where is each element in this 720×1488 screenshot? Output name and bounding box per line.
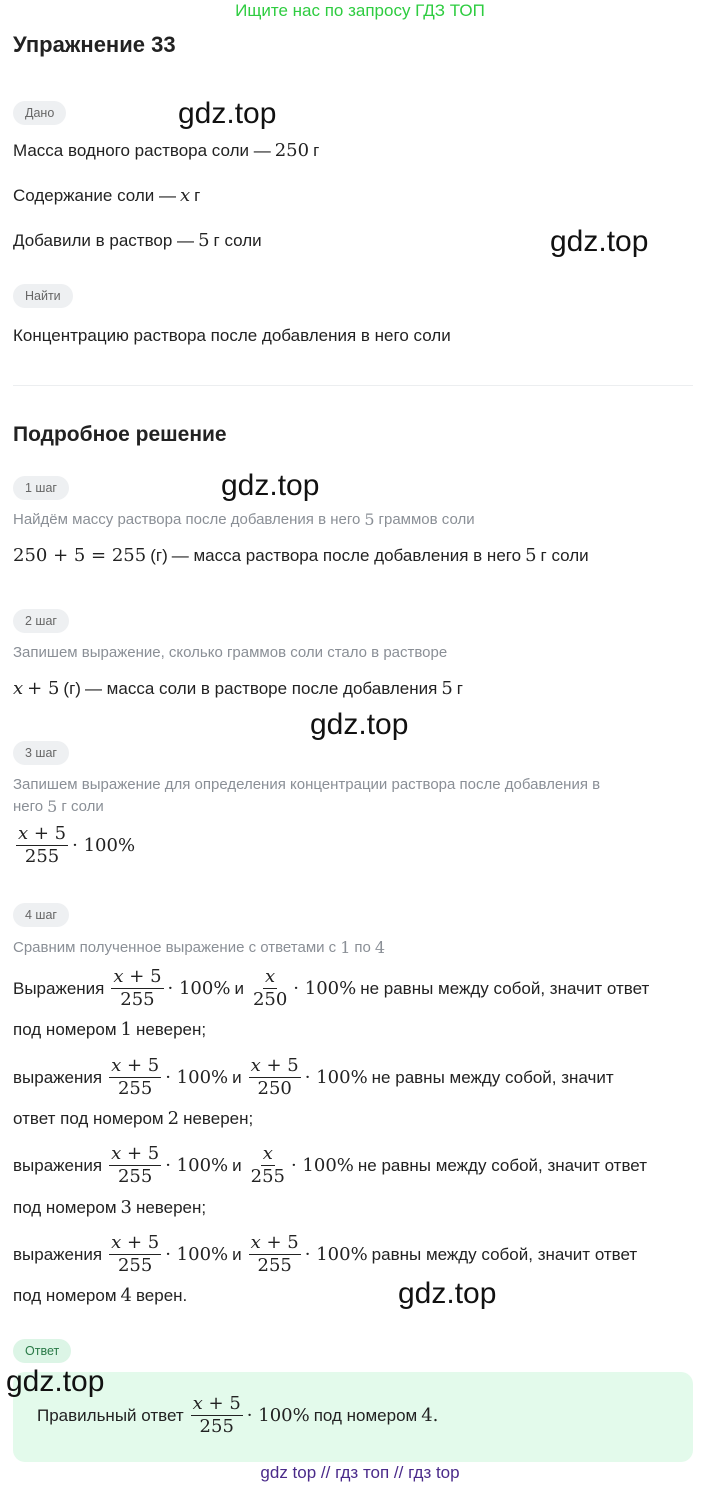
fraction [109,1232,161,1277]
multiplier: · 100% [165,1155,229,1176]
step-4-pill: 4 шаг [13,903,69,927]
multiplier: · 100% [72,835,136,856]
step-2-desc: Запишем выражение, сколько граммов соли стало в растворе [13,644,448,661]
comparison-1 [13,966,653,1011]
comparison-text: под номером [13,1019,117,1039]
fraction-numerator: x [265,966,276,987]
step-2-text-unit: г [456,678,463,698]
comparison-verdict: неверен; [183,1108,254,1128]
comparison-lead: Выражения [13,978,105,998]
comparison-lead: выражения [13,1155,103,1175]
conjunction: и [234,978,244,998]
fraction-numerator: x + 5 [250,1055,299,1076]
comparison-4-line2 [13,1285,191,1306]
step-4-desc-num2: 4 [374,938,386,957]
multiplier: · 100% [290,1155,354,1176]
fraction [249,1143,287,1188]
comparison-3-line2 [13,1197,210,1218]
comparison-text: не равны между собой, значит ответ [357,1155,647,1175]
comparison-lead: выражения [13,1067,103,1087]
fraction-denominator: 255 [117,1078,153,1099]
step-3-desc-tail: г соли [61,798,104,815]
step-4-desc-mid: по [354,939,371,956]
fraction-denominator: 255 [117,1166,153,1187]
comparison-number: 3 [120,1197,132,1218]
fraction-numerator: x + 5 [192,1393,241,1414]
comparison-2 [13,1055,618,1100]
step-1-formula: 250 + 5 = 255 [13,545,147,566]
watermark: gdz.top [178,97,277,130]
fraction [249,1232,301,1277]
conjunction: и [232,1067,242,1087]
answer-lead: Правильный ответ [37,1405,184,1425]
solution-title: Подробное решение [13,423,227,446]
comparison-number: 2 [167,1108,180,1129]
comparison-2-line2 [13,1108,257,1129]
fraction-denominator: 250 [257,1078,292,1099]
step-4-desc-text: Сравним полученное выражение с ответами с [13,939,337,956]
multiplier: · 100% [167,978,231,999]
step-1-desc-tail: граммов соли [378,511,475,528]
step-3-desc-num: 5 [47,797,58,816]
page-title: Упражнение 33 [13,32,176,57]
fraction-numerator: x [262,1143,273,1164]
watermark: gdz.top [550,225,649,258]
step-1-desc-text: Найдём массу раствора после добавления в него [13,511,361,528]
step-1-pill: 1 шаг [13,476,69,500]
step-1-text: — масса раствора после добавления в него [171,545,522,565]
fraction [191,1393,243,1438]
fraction-denominator: 255 [257,1255,292,1276]
comparison-text: не равны между собой, значит ответ [360,978,650,998]
step-3-desc-text: него [13,798,44,815]
step-2-pill: 2 шаг [13,609,69,633]
conjunction: и [232,1244,242,1264]
step-1-unit: (г) [150,545,168,565]
fraction-numerator: x + 5 [113,966,162,987]
section-divider [13,385,693,386]
step-3-formula [13,823,139,868]
given-mass-unit: г [313,140,320,160]
watermark: gdz.top [398,1277,497,1310]
watermark: gdz.top [310,708,409,741]
given-salt-var: x [180,185,191,206]
fraction [111,966,163,1011]
fraction [109,1055,161,1100]
multiplier: · 100% [246,1405,310,1426]
step-1-formula-line [13,545,593,566]
multiplier: · 100% [165,1067,229,1088]
step-4-desc [13,938,389,957]
fraction-denominator: 255 [120,989,155,1010]
multiplier: · 100% [165,1244,229,1265]
fraction [249,1055,301,1100]
comparison-verdict: неверен; [135,1197,207,1217]
comparison-number: 1 [120,1019,132,1040]
comparison-lead: выражения [13,1244,103,1264]
given-line-mass [13,140,323,161]
multiplier: · 100% [293,978,357,999]
fraction-numerator: x + 5 [111,1143,160,1164]
comparison-text: равны между собой, значит ответ [371,1244,638,1264]
answer-pill: Ответ [13,1339,71,1363]
step-3-desc-line1: Запишем выражение для определения концентрации раствора после добавления в [13,776,601,793]
answer-tail: под номером [313,1405,418,1425]
footer-links[interactable]: gdz top // гдз топ // гдз top [260,1463,460,1482]
given-line-added [13,230,266,251]
fraction-numerator: x + 5 [111,1055,160,1076]
fraction-numerator: x + 5 [18,823,67,844]
step-3-pill: 3 шаг [13,741,69,765]
step-2-formula: + 5 [27,678,60,699]
step-2-text: — масса соли в растворе после добавления [84,678,438,698]
step-1-text-num: 5 [525,545,537,566]
step-3-desc-line2 [13,797,108,816]
step-4-desc-num1: 1 [340,938,351,957]
find-text: Концентрацию раствора после добавления в него соли [13,326,451,345]
comparison-4 [13,1232,641,1277]
comparison-text: под номером [13,1285,117,1305]
given-line-salt [13,185,204,206]
fraction [16,823,68,868]
comparison-text: не равны между собой, значит [371,1067,614,1087]
step-1-text-tail: г соли [540,545,589,565]
comparison-3 [13,1143,651,1188]
comparison-1-line2 [13,1019,210,1040]
watermark: gdz.top [221,469,320,502]
multiplier: · 100% [304,1067,368,1088]
find-pill: Найти [13,284,73,308]
comparison-verdict: верен. [135,1285,188,1305]
step-2-formula-line [13,678,467,699]
given-salt-unit: г [194,185,201,205]
fraction-denominator: 255 [250,1166,285,1187]
comparison-text: под номером [13,1197,117,1217]
search-banner[interactable]: Ищите нас по запросу ГДЗ ТОП [235,1,485,20]
step-2-text-num: 5 [441,678,453,699]
step-1-desc-num: 5 [364,510,375,529]
step-2-unit: (г) [63,678,81,698]
given-added-unit: г соли [213,230,262,250]
fraction-denominator: 250 [252,989,288,1010]
given-mass-text: Масса водного раствора соли — [13,140,271,160]
given-mass-value: 250 [274,140,310,161]
multiplier: · 100% [304,1244,368,1265]
answer-line [37,1393,442,1438]
given-pill: Дано [13,101,66,125]
fraction-denominator: 255 [24,846,60,867]
comparison-text: ответ под номером [13,1108,164,1128]
comparison-verdict: неверен; [135,1019,207,1039]
watermark: gdz.top [6,1365,105,1398]
fraction [251,966,289,1011]
fraction-numerator: x + 5 [111,1232,160,1253]
fraction-numerator: x + 5 [250,1232,299,1253]
step-2-var: x [13,678,24,699]
given-salt-text: Содержание соли — [13,185,176,205]
given-added-value: 5 [198,230,210,251]
fraction-denominator: 255 [117,1255,153,1276]
conjunction: и [232,1155,242,1175]
comparison-number: 4 [120,1285,132,1306]
fraction-denominator: 255 [199,1416,234,1437]
given-added-text: Добавили в раствор — [13,230,195,250]
fraction [109,1143,161,1188]
step-1-desc [13,510,479,529]
answer-number: 4. [421,1405,439,1426]
